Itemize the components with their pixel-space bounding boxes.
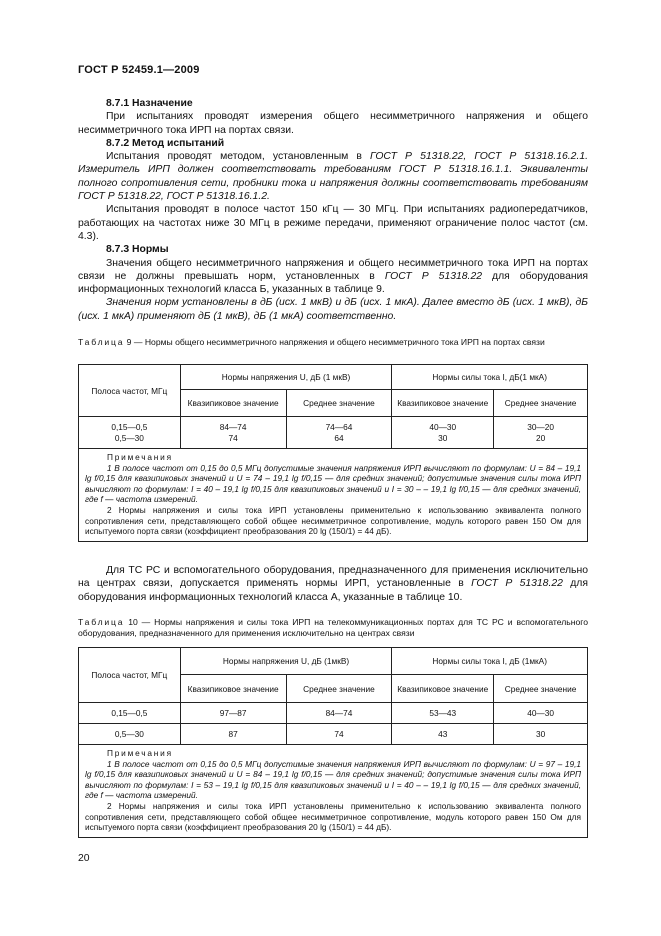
- test-method-standards: ГОСТ Р 51318.22, ГОСТ Р 51318.16.2.1. Измеритель ИРП должен соответствовать требованиям ГОСТ Р 51318.16.1.1. Эквиваленты полного сопротивления сети, пробники тока и напряжения должны соответствовать требованиям ГОСТ Р 51318.22, ГОСТ Р 51318.16.1.2.: [78, 151, 588, 203]
- table10-notes: [79, 745, 588, 838]
- limits-text-b: для оборудования информационных технологий класса Б, указанных в таблице 9.: [78, 270, 589, 296]
- table10-subheader-current-avg: Среднее значение: [494, 675, 588, 703]
- table10-note-2: 2 Нормы напряжения и силы тока ИРП установлены применительно к использованию эквивалента полного сопротивления сети, представляющего собой общее несимметричное сопротивление, модуль которого равен 150 Ом для испытуемого порта связи (коэффициент преобразования 20 lg (150/1) = 44 дБ).: [85, 800, 581, 833]
- limits-text-a: Значения общего несимметричного напряжения и общего несимметричного тока ИРП на портах связи не должны превышать норм, установленных в: [78, 257, 588, 282]
- table-cell: 0,5—30: [79, 724, 181, 745]
- table-cell: 64: [334, 432, 344, 443]
- table9-header-current: Нормы силы тока I, дБ(1 мкА): [392, 365, 588, 390]
- table10-caption-text: 10 — Нормы напряжения и силы тока ИРП на телекоммуникационных портах для ТС РС и вспомогательного оборудования, предназначенного для применения исключительно на центрах связи: [78, 617, 588, 638]
- table9-cell-voltage-avg: [286, 417, 392, 449]
- table10-caption: [78, 617, 588, 639]
- paragraph-tc-block: [78, 564, 588, 604]
- table9-cell-voltage-qp: [180, 417, 286, 449]
- table-cell: 40—30: [494, 703, 588, 724]
- table-cell: 30—20: [527, 421, 554, 432]
- table10-notes-title: Примечания: [107, 748, 173, 758]
- table9-header-voltage: Нормы напряжения U, дБ (1 мкВ): [180, 365, 392, 390]
- table-row: [79, 703, 588, 724]
- table-cell: 74: [228, 432, 238, 443]
- table10-header-voltage: Нормы напряжения U, дБ (1мкВ): [180, 648, 392, 675]
- table-cell: 43: [392, 724, 494, 745]
- paragraph-test-method: [78, 150, 588, 203]
- table9-subheader-voltage-qp: Квазипиковое значение: [180, 390, 286, 417]
- table10-header-frequency: Полоса частот, МГц: [79, 648, 181, 703]
- table-cell: 87: [180, 724, 286, 745]
- paragraph-limits: [78, 257, 588, 297]
- table9-note-2: 2 Нормы напряжения и силы тока ИРП установлены применительно к использованию эквивалента полного сопротивления сети, представляющего собой общее несимметричное сопротивление, модуль которого равен 150 Ом для испытуемого порта связи (коэффициент преобразования 20 lg (150/1) = 44 дБ).: [85, 504, 581, 537]
- table-row: [79, 724, 588, 745]
- table9-cell-freq: [79, 417, 181, 449]
- heading-8-7-2: 8.7.2 Метод испытаний: [106, 137, 225, 149]
- table-cell: 30: [438, 432, 448, 443]
- paragraph-frequency-range: Испытания проводят в полосе частот 150 кГц — 30 МГц. При испытаниях радиопередатчиков, работающих на частотах ниже 30 МГц в режиме передачи, применяют ограничение полос частот (см. 4.3).: [78, 204, 588, 242]
- table10-note-1: 1 В полосе частот от 0,15 до 0,5 МГц допустимые значения напряжения ИРП вычисляют по формулам: U = 97 – 19,1 lg f/0,15 для квазипиковых значений и U = 84 – 19,1 lg f/0,15 — для средних значений; допустимые значения силы тока ИРП вычисляют по формулам: I = 53 – 19,1 lg f/0,15 для квазипиковых значений и I = 40 – – 19,1 lg f/0,15 — для средних значений, где f — частота измерений.: [85, 758, 581, 801]
- paragraph-tc-rs: [78, 564, 588, 604]
- table9-cell-current-avg: [494, 417, 588, 449]
- table9-caption-label: Таблица: [78, 337, 125, 347]
- table-cell: 84—74: [286, 703, 392, 724]
- table9-notes-title: Примечания: [107, 452, 173, 462]
- document-header: ГОСТ Р 52459.1—2009: [78, 64, 200, 76]
- tc-rs-text-b: для оборудования информационных технологий класса А, указанные в таблице 10.: [78, 578, 588, 603]
- table9-subheader-voltage-avg: Среднее значение: [286, 390, 392, 417]
- tc-rs-standard-ref: ГОСТ Р 51318.22: [471, 578, 563, 590]
- table-cell: 53—43: [392, 703, 494, 724]
- table10: [78, 647, 588, 838]
- table9: [78, 364, 588, 542]
- table9-notes: [79, 449, 588, 542]
- table10-subheader-voltage-avg: Среднее значение: [286, 675, 392, 703]
- table9-header-frequency: Полоса частот, МГц: [79, 365, 181, 417]
- table-cell: 0,15—0,5: [79, 703, 181, 724]
- paragraph-purpose: При испытаниях проводят измерения общего несимметричного напряжения и общего несимметричного тока ИРП на портах связи.: [78, 111, 588, 136]
- table9-note-1: 1 В полосе частот от 0,15 до 0,5 МГц допустимые значения напряжения ИРП вычисляют по формулам: U = 84 – 19,1 lg f/0,15 для квазипиковых значений и U = 74 – 19,1 lg f/0,15 — для средних значений; допустимые значения силы тока ИРП вычисляют по формулам: I = 40 – 19,1 lg f/0,15 для квазипиковых значений и I = 30 – – 19,1 lg f/0,15 — для средних значений, где f — частота измерений.: [85, 462, 581, 505]
- table-cell: 0,15—0,5: [111, 421, 148, 432]
- table-cell: 74—64: [325, 421, 353, 432]
- page-number: 20: [78, 853, 90, 864]
- paragraph-units: Значения норм установлены в дБ (исх. 1 мкВ) и дБ (исх. 1 мкА). Далее вместо дБ (исх. 1 мкВ), дБ (исх. 1 мкА) применяют дБ (1 мкВ), дБ (1 мкА) соответственно.: [78, 297, 588, 322]
- table-cell: 20: [535, 432, 546, 443]
- table10-subheader-voltage-qp: Квазипиковое значение: [180, 675, 286, 703]
- table10-header-current: Нормы силы тока I, дБ (1мкА): [392, 648, 588, 675]
- table-cell: 30: [494, 724, 588, 745]
- test-method-text: Испытания проводят методом, установленным в: [106, 151, 371, 163]
- limits-standard-ref: ГОСТ Р 51318.22: [384, 270, 483, 282]
- table10-subheader-current-qp: Квазипиковое значение: [392, 675, 494, 703]
- tc-rs-text-a: Для ТС РС и вспомогательного оборудования, предназначенного для применения исключительно на центрах связи, допускается применять нормы ИРП, установленные в: [78, 565, 588, 590]
- table10-caption-label: Таблица: [78, 617, 125, 627]
- table9-data-rows: [79, 417, 588, 449]
- table9-caption: [78, 337, 588, 348]
- table9-subheader-current-avg: Среднее значение: [494, 390, 588, 417]
- heading-8-7-1: 8.7.1 Назначение: [106, 98, 193, 109]
- table9-subheader-current-qp: Квазипиковое значение: [392, 390, 494, 417]
- table-cell: 40—30: [429, 421, 457, 432]
- table-cell: 0,5—30: [114, 432, 144, 443]
- table9-caption-text: 9 — Нормы общего несимметричного напряжения и общего несимметричного тока ИРП на портах связи: [124, 337, 545, 347]
- table-cell: 84—74: [219, 421, 247, 432]
- table-cell: 74: [286, 724, 392, 745]
- table-cell: 97—87: [180, 703, 286, 724]
- heading-8-7-3: 8.7.3 Нормы: [106, 244, 169, 256]
- table9-cell-current-qp: [392, 417, 494, 449]
- main-text-block: [78, 97, 588, 323]
